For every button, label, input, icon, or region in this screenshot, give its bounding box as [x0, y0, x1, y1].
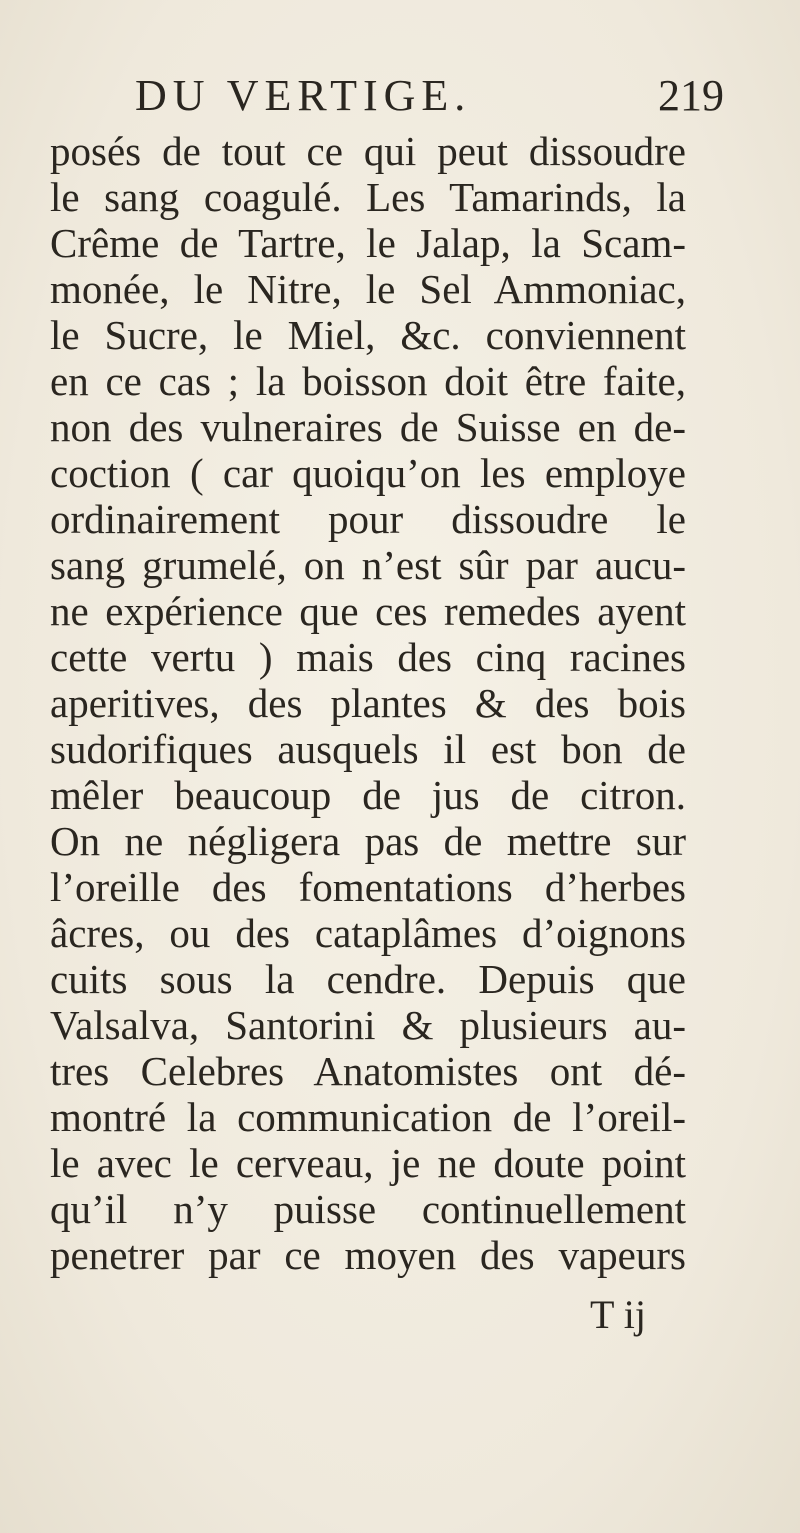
text-line: ordinairement pour dissoudre le	[50, 496, 686, 542]
text-line: âcres, ou des cataplâmes d’oignons	[50, 910, 686, 956]
text-line: Crême de Tartre, le Jalap, la Scam-	[50, 220, 686, 266]
running-head: DU VERTIGE.	[135, 71, 472, 120]
text-line: cette vertu ) mais des cinq racines	[50, 634, 686, 680]
text-line: penetrer par ce moyen des vapeurs	[50, 1232, 686, 1278]
text-line: aperitives, des plantes & des bois	[50, 680, 686, 726]
text-line: le avec le cerveau, je ne doute point	[50, 1140, 686, 1186]
text-line: sang grumelé, on n’est sûr par aucu-	[50, 542, 686, 588]
text-line: le sang coagulé. Les Tamarinds, la	[50, 174, 686, 220]
text-line: l’oreille des fomentations d’herbes	[50, 864, 686, 910]
text-line: non des vulneraires de Suisse en de-	[50, 404, 686, 450]
text-line: le Sucre, le Miel, &c. conviennent	[50, 312, 686, 358]
text-line: coction ( car quoiqu’on les employe	[50, 450, 686, 496]
signature-mark: T ij	[590, 1292, 646, 1337]
text-line: ne expérience que ces remedes ayent	[50, 588, 686, 634]
text-line: tres Celebres Anatomistes ont dé-	[50, 1048, 686, 1094]
text-line: en ce cas ; la boisson doit être faite,	[50, 358, 686, 404]
text-line: Valsalva, Santorini & plusieurs au-	[50, 1002, 686, 1048]
text-line: qu’il n’y puisse continuellement	[50, 1186, 686, 1232]
text-line: mêler beaucoup de jus de citron.	[50, 772, 686, 818]
text-line: sudorifiques ausquels il est bon de	[50, 726, 686, 772]
text-line: monée, le Nitre, le Sel Ammoniac,	[50, 266, 686, 312]
text-line: montré la communication de l’oreil-	[50, 1094, 686, 1140]
text-line: On ne négligera pas de mettre sur	[50, 818, 686, 864]
page-number: 219	[658, 71, 724, 120]
page-header	[0, 66, 800, 126]
text-line: cuits sous la cendre. Depuis que	[50, 956, 686, 1002]
text-line: posés de tout ce qui peut dissoudre	[50, 128, 686, 174]
